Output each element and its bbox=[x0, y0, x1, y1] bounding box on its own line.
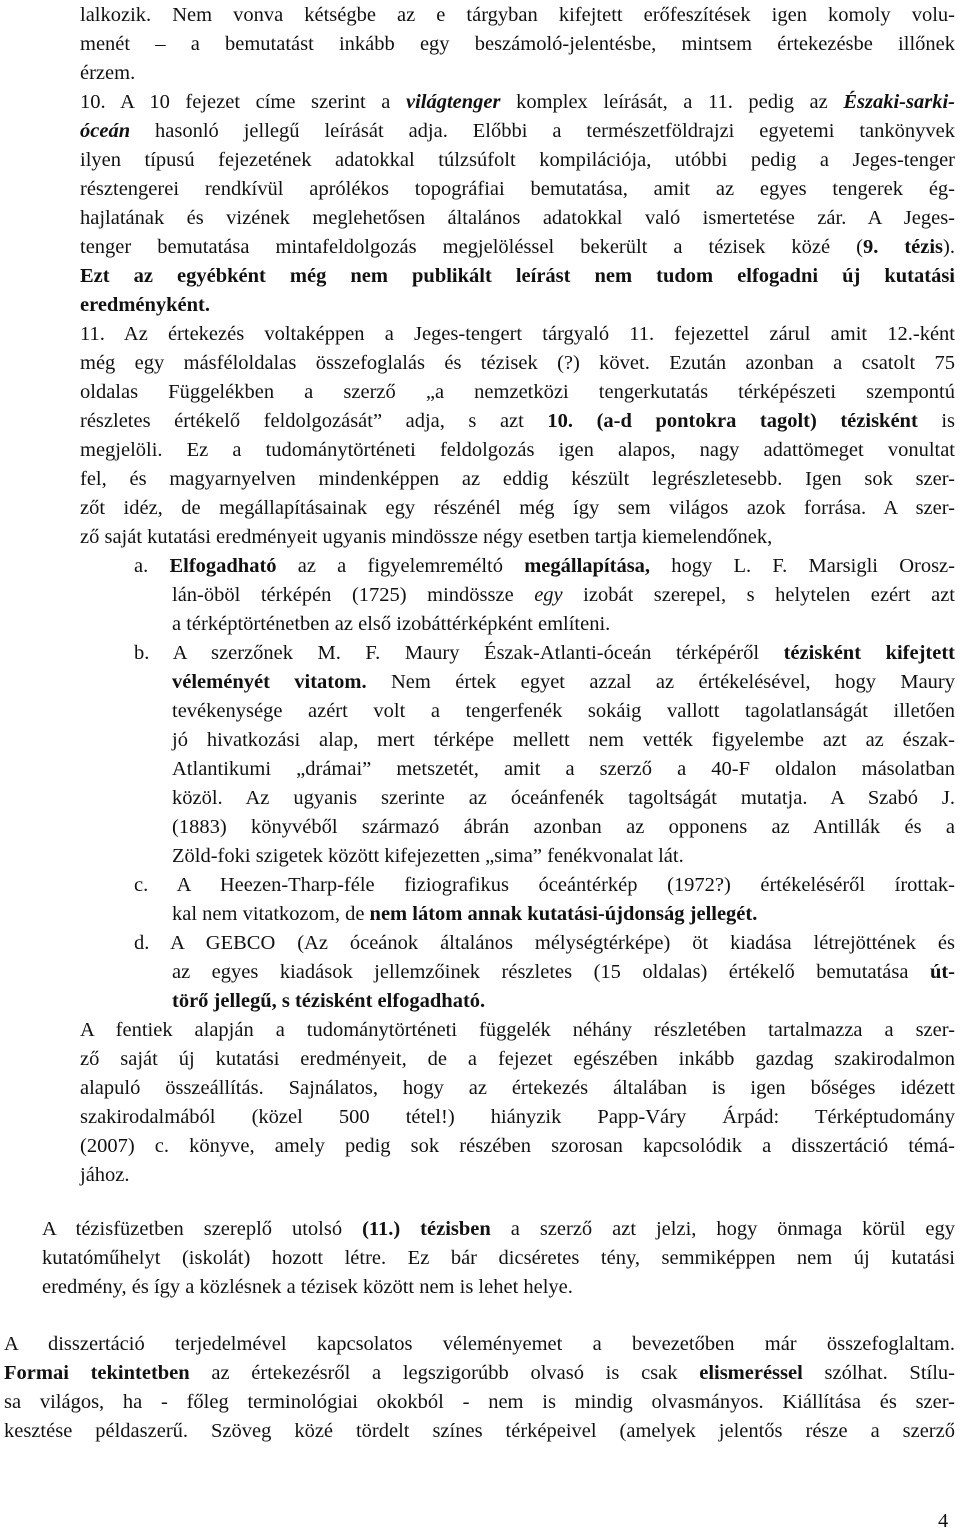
text-run: (11.) tézisben bbox=[362, 1218, 491, 1240]
text-line: (2007) c. könyve, amely pedig sok részében szorosan kapcsolódik a disszertáció témá- bbox=[80, 1135, 955, 1157]
text-run: véleményét vitatom. bbox=[172, 671, 367, 693]
text-line bbox=[172, 669, 955, 695]
text-line: oldalas Függelékben a szerző „a nemzetközi tengerkutatás térképészeti szempontú bbox=[80, 381, 955, 403]
text-run: 10. A 10 fejezet címe szerint a bbox=[80, 91, 406, 113]
text-run: A tézisfüzetben szereplő utolsó bbox=[42, 1218, 363, 1240]
text-line: jához. bbox=[80, 1164, 130, 1186]
text-run: Nem értek egyet azzal az értékelésével, hogy Maury bbox=[366, 671, 955, 693]
text-line: kesztése példaszerű. Szöveg közé tördelt színes térképeivel (amelyek jelentős része a szerző bbox=[4, 1420, 955, 1442]
page-number: 4 bbox=[938, 1510, 949, 1532]
text-run bbox=[573, 410, 597, 432]
text-line: szakirodalmából (közel 500 tétel!) hiányzik Papp-Váry Árpád: Térképtudomány bbox=[80, 1106, 955, 1128]
text-line: A fentiek alapján a tudománytörténeti függelék néhány részletében tartalmazza a szer- bbox=[80, 1019, 955, 1041]
text-line bbox=[80, 118, 955, 144]
text-line bbox=[42, 1216, 955, 1242]
text-line: résztengerei rendkívül aprólékos topográfiai bemutatása, amit az egyes tengerek ég- bbox=[80, 178, 955, 200]
text-run: b. A szerzőnek M. F. Maury Észak-Atlanti-óceán térképéről bbox=[134, 642, 784, 664]
text-run: az egyes kiadások jellemzőinek részletes (15 oldalas) értékelő bemutatása bbox=[172, 961, 930, 983]
text-run: Formai tekintetben bbox=[4, 1362, 190, 1384]
text-line: (1883) könyvéből származó ábrán azonban az opponens az Antillák és a bbox=[172, 816, 955, 838]
text-run: komplex leírását, a 11. pedig az bbox=[500, 91, 844, 113]
text-run: ). bbox=[943, 236, 955, 258]
text-line bbox=[172, 901, 955, 927]
text-line bbox=[80, 263, 955, 289]
text-run: 10. bbox=[547, 410, 574, 432]
text-line: sa világos, ha - főleg terminológiai okokból - nem is mindig olvasmányos. Kiállítása és szer- bbox=[4, 1391, 955, 1413]
text-run: elismeréssel bbox=[699, 1362, 803, 1384]
text-run: törő jellegű, s tézisként elfogadható. bbox=[172, 990, 486, 1012]
text-run: lán-öböl térképén (1725) mindössze bbox=[172, 584, 535, 606]
text-run: út- bbox=[929, 961, 955, 983]
text-run: Északi-sarki- bbox=[843, 91, 955, 113]
text-line bbox=[4, 1360, 955, 1386]
text-run: óceán bbox=[80, 120, 131, 142]
text-line: c. A Heezen-Tharp-féle fiziografikus óceántérkép (1972?) értékeléséről írottak- bbox=[134, 874, 955, 896]
text-line: lalkozik. Nem vonva kétségbe az e tárgyban kifejtett erőfeszítések igen komoly volu- bbox=[80, 4, 955, 26]
text-line bbox=[80, 408, 955, 434]
text-run: a szerző azt jelzi, hogy önmaga körül egy bbox=[490, 1218, 955, 1240]
text-line: ző saját kutatási eredményeit ugyanis mindössze négy esetben tartja kiemelendőnek, bbox=[80, 526, 773, 548]
text-line: a térképtörténetben az első izobáttérképként említeni. bbox=[172, 613, 611, 635]
text-line: közöl. Az ugyanis szerinte az óceánfenék tagoltságát mutatja. A Szabó J. bbox=[172, 787, 955, 809]
text-line: eredmény, és így a közlésnek a tézisek között nem is lehet helye. bbox=[42, 1276, 573, 1298]
text-run: tézisként kifejtett bbox=[783, 642, 955, 664]
text-run: megállapítása, bbox=[524, 555, 651, 577]
text-run: egy bbox=[534, 584, 563, 606]
text-line: megjelöli. Ez a tudománytörténeti feldolgozás igen alapos, nagy adattömeget vonultat bbox=[80, 439, 955, 461]
text-line: 11. Az értekezés voltaképpen a Jeges-tengert tárgyaló 11. fejezettel zárul amit 12.-ként bbox=[80, 323, 955, 345]
text-run: hasonló jellegű leírását adja. Előbbi a természetföldrajzi egyetemi tankönyvek bbox=[130, 120, 955, 142]
text-line bbox=[80, 89, 955, 115]
text-line: ilyen típusú fejezetének adatokkal túlzsúfolt kompilációja, utóbbi pedig a Jeges-tenger bbox=[80, 149, 955, 171]
text-run: nem látom annak kutatási-újdonság jellegét. bbox=[369, 903, 758, 925]
text-run: eredményként. bbox=[80, 294, 211, 316]
text-run: hogy L. F. Marsigli Orosz- bbox=[650, 555, 955, 577]
text-line: zőt idéz, de megállapításainak egy részénél még így sem világos azok forrása. A szer- bbox=[80, 497, 955, 519]
text-line: fel, és magyarnyelven mindenképpen az eddig készült legrészletesebb. Igen sok szer- bbox=[80, 468, 955, 490]
text-line: alapuló összeállítás. Sajnálatos, hogy az értekezés általában is igen bőséges idézett bbox=[80, 1077, 955, 1099]
text-line: Atlantikumi „drámai” metszetét, amit a szerző a 40-F oldalon másolatban bbox=[172, 758, 955, 780]
text-run: (a-d pontokra tagolt) tézisként bbox=[596, 410, 918, 432]
text-run: tenger bemutatása mintafeldolgozás megjelöléssel bekerült a tézisek közé ( bbox=[80, 236, 863, 258]
text-run: a. bbox=[134, 555, 170, 577]
text-line: érzem. bbox=[80, 62, 136, 84]
text-line bbox=[134, 640, 955, 666]
text-run: szólhat. Stílu- bbox=[802, 1362, 955, 1384]
text-line: kutatóműhelyt (iskolát) hozott létre. Ez bár dicséretes tény, semmiképpen nem új kutatási bbox=[42, 1247, 955, 1269]
text-run: izobát szerepel, s helytelen ezért azt bbox=[562, 584, 955, 606]
text-run: Ezt az egyébként még nem publikált leírást nem tudom elfogadni új kutatási bbox=[80, 265, 955, 287]
text-line bbox=[172, 988, 955, 1014]
text-line bbox=[172, 959, 955, 985]
text-run: Elfogadható bbox=[169, 555, 277, 577]
text-line bbox=[134, 553, 955, 579]
text-line: hajlatának és vizének meglehetősen általános adatokkal való ismertetése zár. A Jeges- bbox=[80, 207, 955, 229]
text-line bbox=[172, 582, 955, 608]
text-run: az értekezésről a legszigorúbb olvasó is csak bbox=[189, 1362, 700, 1384]
text-run: az a figyelemreméltó bbox=[276, 555, 525, 577]
text-line: d. A GEBCO (Az óceánok általános mélységtérképe) öt kiadása létrejöttének és bbox=[134, 932, 955, 954]
text-run: világtenger bbox=[405, 91, 501, 113]
text-run: részletes értékelő feldolgozását” adja, s azt bbox=[80, 410, 548, 432]
text-line: tevékenysége azért volt a tengerfenék sokáig vallott tagolatlanságát illetően bbox=[172, 700, 955, 722]
text-run: 9. tézis bbox=[862, 236, 944, 258]
text-run: kal nem vitatkozom, de bbox=[172, 903, 370, 925]
text-line: ző saját új kutatási eredményeit, de a fejezet egészében inkább gazdag szakirodalmon bbox=[80, 1048, 955, 1070]
text-line bbox=[80, 234, 955, 260]
text-run: is bbox=[917, 410, 956, 432]
text-line: Zöld-foki szigetek között kifejezetten „sima” fenékvonalat lát. bbox=[172, 845, 684, 867]
text-line: jó hivatkozási alap, mert térképe mellett nem vették figyelembe azt az észak- bbox=[172, 729, 955, 751]
text-line bbox=[80, 292, 955, 318]
text-line: menét – a bemutatást inkább egy beszámoló-jelentésbe, mintsem értekezésbe illőnek bbox=[80, 33, 955, 55]
text-line: még egy másféloldalas összefoglalás és tézisek (?) követ. Ezután azonban a csatolt 75 bbox=[80, 352, 955, 374]
text-line: A disszertáció terjedelmével kapcsolatos véleményemet a bevezetőben már összefoglaltam. bbox=[4, 1333, 955, 1355]
